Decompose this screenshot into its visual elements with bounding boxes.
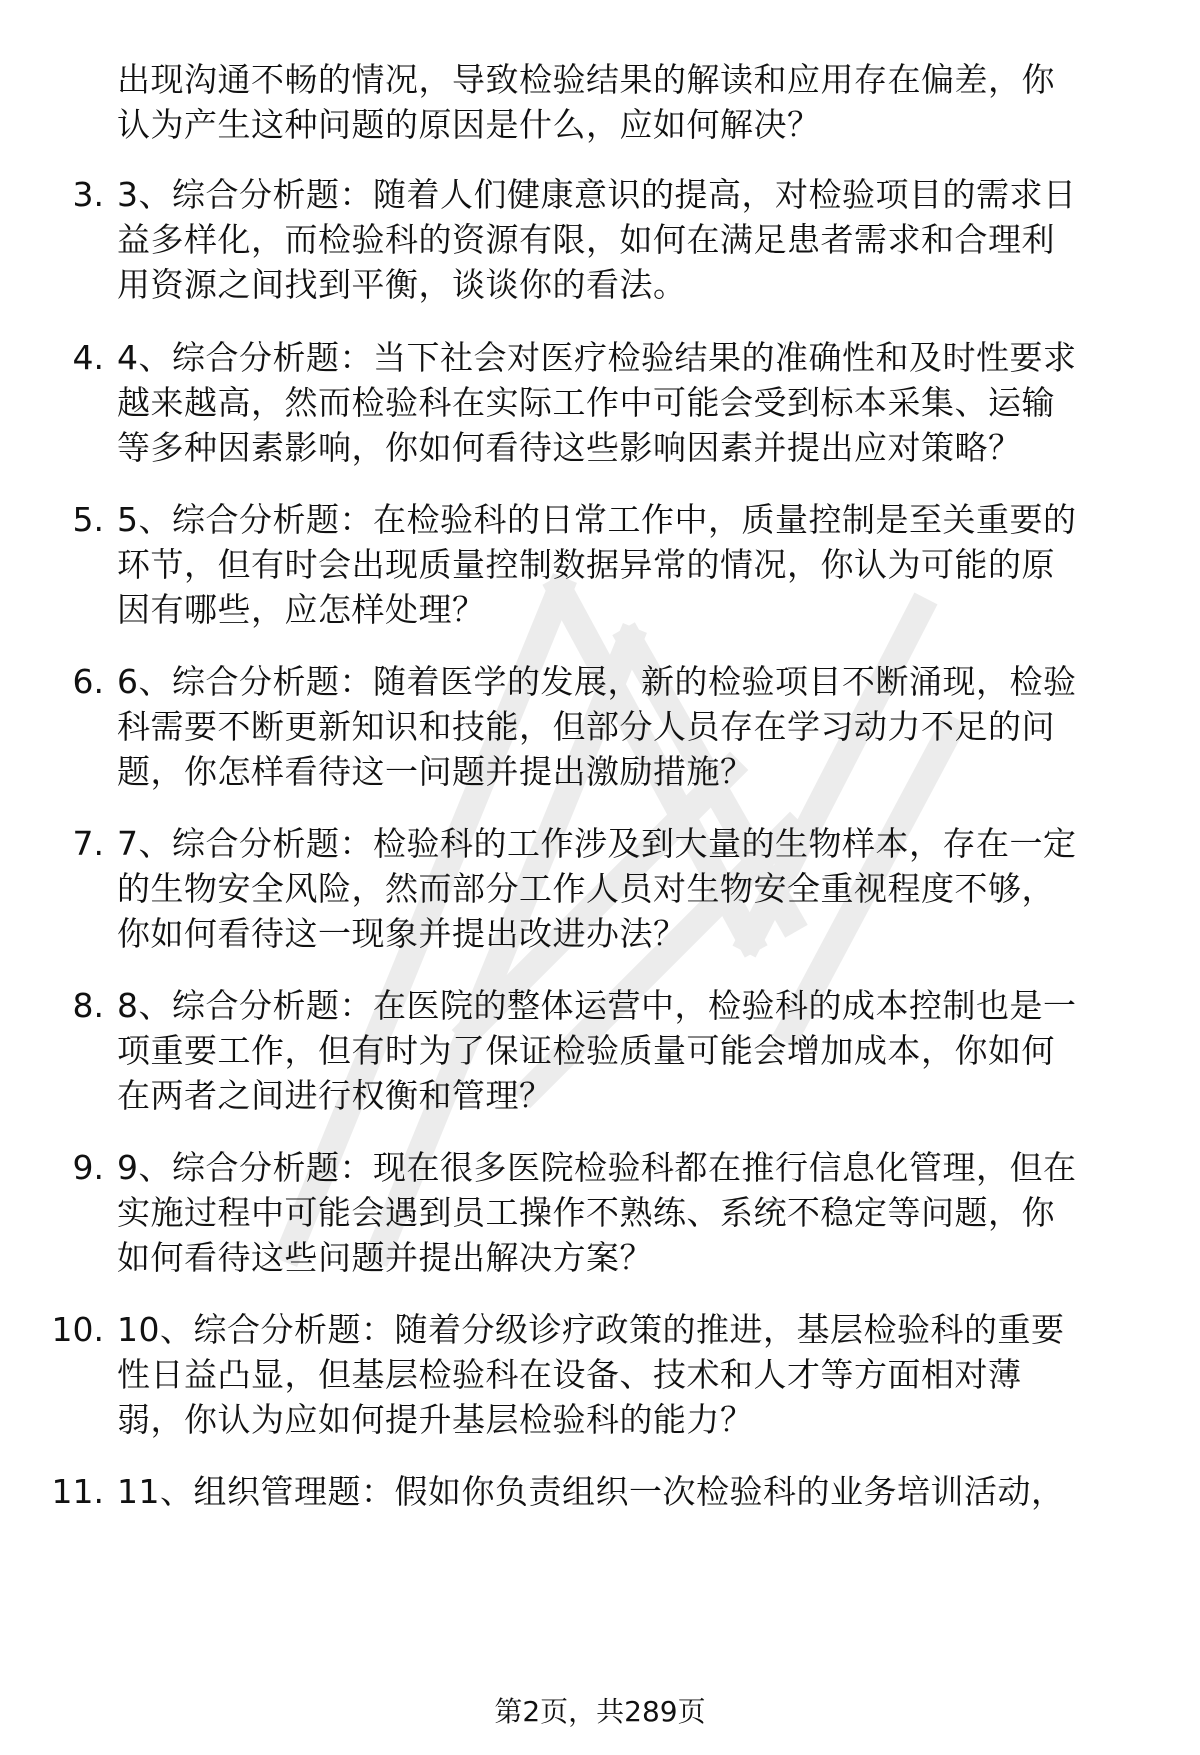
text-line: 因有哪些，应怎样处理？ <box>117 590 486 629</box>
text-line: 实施过程中可能会遇到员工操作不熟练、系统不稳定等问题，你 <box>117 1193 1055 1232</box>
text-line: 科需要不断更新知识和技能，但部分人员存在学习动力不足的问 <box>117 707 1055 746</box>
text-line: 弱，你认为应如何提升基层检验科的能力？ <box>117 1400 754 1439</box>
text-line: 5、综合分析题：在检验科的日常工作中，质量控制是至关重要的 <box>117 500 1077 539</box>
text-line: 出现沟通不畅的情况，导致检验结果的解读和应用存在偏差，你 <box>117 60 1055 99</box>
text-line: 的生物安全风险，然而部分工作人员对生物安全重视程度不够， <box>117 869 1055 908</box>
text-line: 用资源之间找到平衡，谈谈你的看法。 <box>117 265 687 304</box>
list-number: 3. <box>72 175 104 214</box>
text-line: 益多样化，而检验科的资源有限，如何在满足患者需求和合理利 <box>117 220 1055 259</box>
text-line: 项重要工作，但有时为了保证检验质量可能会增加成本，你如何 <box>117 1031 1055 1070</box>
question-text <box>117 821 1177 956</box>
text-line: 你如何看待这一现象并提出改进办法？ <box>117 914 687 953</box>
text-line: 11、组织管理题：假如你负责组织一次检验科的业务培训活动， <box>117 1472 1065 1511</box>
text-line: 7、综合分析题：检验科的工作涉及到大量的生物样本，存在一定 <box>117 824 1077 863</box>
question-text <box>117 497 1177 632</box>
text-line: 9、综合分析题：现在很多医院检验科都在推行信息化管理，但在 <box>117 1148 1077 1187</box>
text-line: 等多种因素影响，你如何看待这些影响因素并提出应对策略？ <box>117 428 1022 467</box>
continued-paragraph <box>117 57 1177 147</box>
list-number: 4. <box>72 338 104 377</box>
text-line: 认为产生这种问题的原因是什么，应如何解决？ <box>117 105 821 144</box>
text-line: 越来越高，然而检验科在实际工作中可能会受到标本采集、运输 <box>117 383 1055 422</box>
list-number: 8. <box>72 986 104 1025</box>
list-number: 11. <box>51 1472 104 1511</box>
text-line: 性日益凸显，但基层检验科在设备、技术和人才等方面相对薄 <box>117 1355 1022 1394</box>
text-line: 题，你怎样看待这一问题并提出激励措施？ <box>117 752 754 791</box>
text-line: 8、综合分析题：在医院的整体运营中，检验科的成本控制也是一 <box>117 986 1077 1025</box>
text-line: 3、综合分析题：随着人们健康意识的提高，对检验项目的需求日 <box>117 175 1077 214</box>
list-number: 9. <box>72 1148 104 1187</box>
text-line: 环节，但有时会出现质量控制数据异常的情况，你认为可能的原 <box>117 545 1055 584</box>
list-number: 10. <box>51 1310 104 1349</box>
question-text <box>117 335 1177 470</box>
text-line: 10、综合分析题：随着分级诊疗政策的推进，基层检验科的重要 <box>117 1310 1065 1349</box>
question-text <box>117 172 1177 307</box>
question-text <box>117 983 1177 1118</box>
question-text <box>117 1469 1177 1514</box>
page-number-footer: 第2页，共289页 <box>494 1695 706 1728</box>
list-number: 5. <box>72 500 104 539</box>
question-text <box>117 1307 1177 1442</box>
list-number: 7. <box>72 824 104 863</box>
text-line: 在两者之间进行权衡和管理？ <box>117 1076 553 1115</box>
list-number: 6. <box>72 662 104 701</box>
text-line: 如何看待这些问题并提出解决方案？ <box>117 1238 653 1277</box>
text-line: 6、综合分析题：随着医学的发展，新的检验项目不断涌现，检验 <box>117 662 1077 701</box>
question-text <box>117 659 1177 794</box>
question-text <box>117 1145 1177 1280</box>
text-line: 4、综合分析题：当下社会对医疗检验结果的准确性和及时性要求 <box>117 338 1077 377</box>
